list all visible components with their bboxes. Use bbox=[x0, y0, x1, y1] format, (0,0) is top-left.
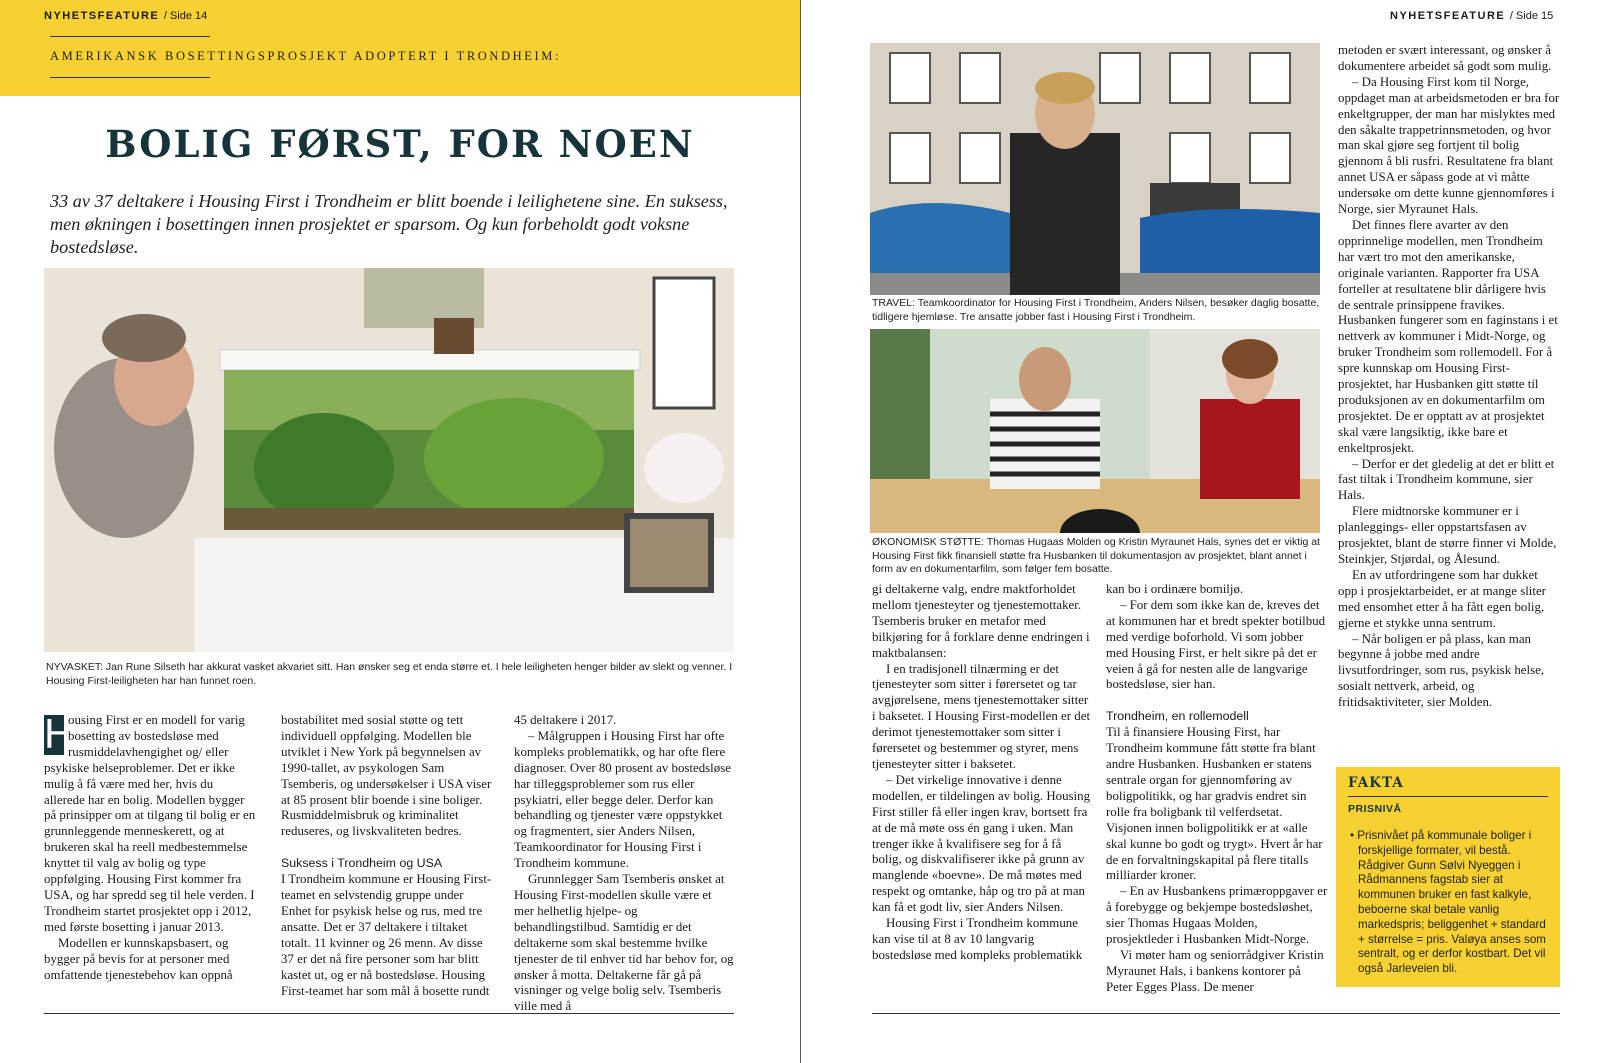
paragraph: Flere midtnorske kommuner er i planleggings- eller oppstartsfasen av prosjektet, blant de større finner vi Molde, Steinkjer, Stjørdal, og Ålesund. bbox=[1338, 504, 1557, 566]
headline: BOLIG FØRST, FOR NOEN bbox=[105, 122, 695, 166]
body-column-6 bbox=[1338, 43, 1560, 711]
paragraph bbox=[44, 710, 257, 936]
paragraph: metoden er svært interessant, og ønsker å dokumentere arbeidet så godt som mulig. bbox=[1338, 43, 1552, 73]
street-illustration bbox=[870, 43, 1320, 295]
paragraph: bostabilitet med sosial støtte og tett individuell oppfølging. Modellen ble utviklet i New York på begynnelsen av 1990-tallet, av psykologen Sam Tsemberis, og undersøkelser i USA viser at 85 prosent blir boende i sine boliger. Rusmiddelmisbruk og kriminalitet reduseres, og livskvaliteten bedres. bbox=[281, 713, 492, 839]
body-column-4 bbox=[872, 582, 1094, 964]
fact-box-text: • Prisnivået på kommunale boliger i forskjellige formater, vil bestå. Rådgiver Gunn Sølvi Nyeggen i Rådmannens fagstab sier at kommunen bruker en fast kalkyle, beboerne skal betale vanlig markedspris; beliggenhet + standard + størrelse = pris. Valøya anses som sentralt, og er derfor kostbart. Det vil også Jarleveien bli. bbox=[1350, 829, 1546, 976]
paragraph: Vi møter ham og seniorrådgiver Kristin Myraunet Hals, i bankens kontorer på Peter Egges Plass. De mener bbox=[1106, 947, 1324, 994]
fact-box bbox=[1336, 767, 1560, 987]
kicker-rule bbox=[50, 36, 210, 37]
paragraph: – Det virkelige innovative i denne modellen, er tildelingen av bolig. Housing First stiller få eller ingen krav, bortsett fra at de må møte oss én gang i uken. Man trenger ikke å kvalifisere seg for å få bolig, og diskvalifiserer ikke på grunn av manglende «boevne». De må møtes med respekt og omtanke, håp og tro på at man kan få et godt liv, sier Anders Nilsen. bbox=[872, 772, 1091, 915]
body-column-2 bbox=[281, 713, 494, 999]
section-label bbox=[1390, 10, 1553, 22]
paragraph: Grunnlegger Sam Tsemberis ønsket at Housing First-modellen skulle være et mer helhetlig hjelpe- og behandlingstilbud. Samtidig er det deltakerne som skal bestemme hvilke tjenester de til enhver tid har behov for, og ønsker å motta. Deltakerne får gå på visninger og velge bolig selv. Tsemberis ville med å bbox=[514, 872, 734, 1014]
page-number: / Side 15 bbox=[1509, 10, 1554, 22]
section-label bbox=[44, 10, 207, 22]
caption-aquarium: NYVASKET: Jan Rune Silseth har akkurat vasket akvariet sitt. Han ønsker seg et enda større et. I hele leiligheten henger bilder av slekt og venner. I Housing First-leiligheten har han funnet roen. bbox=[46, 661, 733, 687]
paragraph: – For dem som ikke kan de, kreves det at kommunen har et bredt spekter botilbud med verdige boforhold. Vi som jobber med Housing First, er helt sikre på det er veien å gå for nesten alle de langvarige bostedsløse, sier han. bbox=[1106, 597, 1326, 692]
meeting-illustration bbox=[870, 329, 1320, 533]
paragraph: – Målgruppen i Housing First har ofte kompleks problematikk, og har ofte flere diagnoser. Over 80 prosent av bostedsløse har tilleggsproblemer som rus eller psykiatri, eller begge deler. Derfor kan behandling og tjenester være oppstykket og fragmentert, sier Anders Nilsen, Teamkoordinator for Housing First i Trondheim kommune. bbox=[514, 728, 731, 871]
paragraph: Til å finansiere Housing First, har Trondheim kommune fått støtte fra blant andre Husbanken. Husbanken er statens sentrale organ for gjennomføring av boligpolitikk, og har gradvis endret sin rolle fra boligbank til velferdsetat. Visjonen innen boligpolitikk er at «alle skal kunne bo godt og trygt». Hvert år har de en forvaltningskapital på flere titalls milliarder kroner. bbox=[1106, 725, 1323, 883]
lede: 33 av 37 deltakere i Housing First i Trondheim er blitt boende i leilighetene sine. En suksess, men økningen i bosettingen innen prosjektet er sparsom. Og kun forbeholdt godt voksne bostedsløse. bbox=[50, 191, 728, 257]
caption-meeting: ØKONOMISK STØTTE: Thomas Hugaas Molden og Kristin Myraunet Hals, synes det er viktig at Housing First fikk finansiell støtte fra Husbanken til dokumentasjon av prosjektet, blant annet i form av en dokumentarfilm, som følger fem bosatte. bbox=[872, 536, 1320, 575]
paragraph: – Derfor er det gledelig at det er blitt et fast tiltak i Trondheim kommune, sier Hals. bbox=[1338, 456, 1555, 503]
page-number: / Side 14 bbox=[163, 10, 208, 22]
footer-rule bbox=[872, 1013, 1560, 1014]
section-name: NYHETSFEATURE bbox=[1390, 10, 1506, 22]
caption-street: TRAVEL: Teamkoordinator for Housing First i Trondheim, Anders Nilsen, besøker daglig bosatte, tidligere hjemløse. Tre ansatte jobber fast i Housing First i Trondheim. bbox=[872, 297, 1320, 323]
photo-meeting bbox=[870, 329, 1320, 533]
photo-aquarium bbox=[44, 268, 734, 652]
section-name: NYHETSFEATURE bbox=[44, 10, 160, 22]
paragraph: – Når boligen er på plass, kan man begynne å jobbe med andre livsutfordringer, som rus, psykisk helse, sosialt nettverk, arbeid, og fritidsaktiviteter, sier Molden. bbox=[1338, 631, 1545, 710]
photo-street bbox=[870, 43, 1320, 295]
paragraph-text: ousing First er en modell for varig bosetting av bostedsløse med rusmiddelavhengighet og/ eller psykiske helseproblemer. Det er ikke mulig å få være med her, hvis du allerede har en bolig. Modellen bygger på prinsipper om at tilgang til bolig er en grunnleggende menneskerett, og at brukeren skal ha reell medbestemmelse knyttet til valg av bolig og type oppfølging. Housing First kommer fra USA, og har spredd seg til hele verden. I Trondheim startet prosjektet opp i 2012, med første bosetting i januar 2013. bbox=[44, 713, 256, 934]
page-spine bbox=[800, 0, 801, 1063]
paragraph: En av utfordringene som har dukket opp i prosjektarbeidet, er at mange sliter med ensomhet etter å ha fått egen bolig, gjerne et stykke unna sentrum. bbox=[1338, 567, 1546, 630]
aquarium-illustration bbox=[44, 268, 734, 652]
fact-box-rule bbox=[1348, 796, 1548, 797]
fact-box-subtitle: PRISNIVÅ bbox=[1348, 803, 1402, 815]
paragraph: Det finnes flere avarter av den opprinnelige modellen, men Trondheim har vært tro mot den amerikanske, originale varianten. Rapporter fra USA forteller at resultatene blir dårligere hvis de sentrale prinsippene fravikes. Husbanken fungerer som en faginstans i et nettverk av kommuner i Midt-Norge, og bruker Trondheim som rollemodell. For å spre kunnskap om Housing First-prosjektet, har Husbanken gitt støtte til produksjonen av en dokumentarfilm om prosjektet. De er opptatt av at prosjektet skal være langsiktig, ikke bare et enkeltprosjekt. bbox=[1338, 217, 1558, 455]
fact-box-title: FAKTA bbox=[1348, 775, 1404, 791]
footer-rule bbox=[44, 1013, 734, 1014]
paragraph: kan bo i ordinære bomiljø. bbox=[1106, 582, 1244, 596]
body-column-1 bbox=[44, 710, 257, 983]
kicker-rule bbox=[50, 77, 210, 78]
subheading: Suksess i Trondheim og USA bbox=[281, 856, 443, 871]
paragraph: – Da Housing First kom til Norge, oppdaget man at arbeidsmetoden er bra for enkeltgrupper, der man har mislyktes med den såkalte trappetrinnsmetoden, og hvor man skal gjøre seg fortjent til bolig gjennom å bli rusfri. Resultatene fra blant annet USA er såpass gode at vi måtte undersøke om dette kunne gjennomføres i Norge, sier Myraunet Hals. bbox=[1338, 74, 1560, 217]
drop-cap: H bbox=[44, 710, 75, 757]
body-column-3 bbox=[514, 713, 734, 1015]
paragraph: Housing First i Trondheim kommune kan vise til at 8 av 10 langvarig bostedsløse med kompleks problematikk bbox=[872, 916, 1083, 962]
paragraph: 45 deltakere i 2017. bbox=[514, 713, 617, 727]
paragraph: I Trondheim kommune er Housing First-teamet en selvstendig gruppe under Enhet for psykisk helse og rus, med tre ansatte. Det er 37 deltakere i tiltaket totalt. 11 kvinner og 26 menn. Av disse 37 er det nå fire personer som har blitt kastet ut, og er nå bostedsløse. Housing First-teamet har som mål å bosette rundt bbox=[281, 872, 492, 998]
paragraph: I en tradisjonell tilnærming er det tjenesteyter som sitter i førersetet og tar avgjørelsene, mens tjenestemottaker sitter i baksetet. I Housing First-modellen er det derimot tjenestemottaker som sitter i førersetet og bestemmer og styrer, mens tjenesteyter sitter i baksetet. bbox=[872, 661, 1091, 771]
body-column-5 bbox=[1106, 582, 1328, 996]
paragraph: Modellen er kunnskapsbasert, og bygger på bevis for at personer med omfattende tjenestebehov kan oppnå bbox=[44, 935, 233, 982]
kicker: AMERIKANSK BOSETTINGSPROSJEKT ADOPTERT I TRONDHEIM: bbox=[50, 49, 562, 63]
subheading: Trondheim, en rollemodell bbox=[1106, 709, 1249, 724]
paragraph: – En av Husbankens primæroppgaver er å forebygge og bekjempe bostedsløshet, sier Thomas Hugaas Molden, prosjektleder i Husbanken Midt-Norge. bbox=[1106, 884, 1328, 947]
paragraph: gi deltakerne valg, endre maktforholdet mellom tjenesteyter og tjenestemottaker. Tsemberis bruker en metafor med bilkjøring for å forklare denne endringen i maktbalansen: bbox=[872, 582, 1090, 660]
